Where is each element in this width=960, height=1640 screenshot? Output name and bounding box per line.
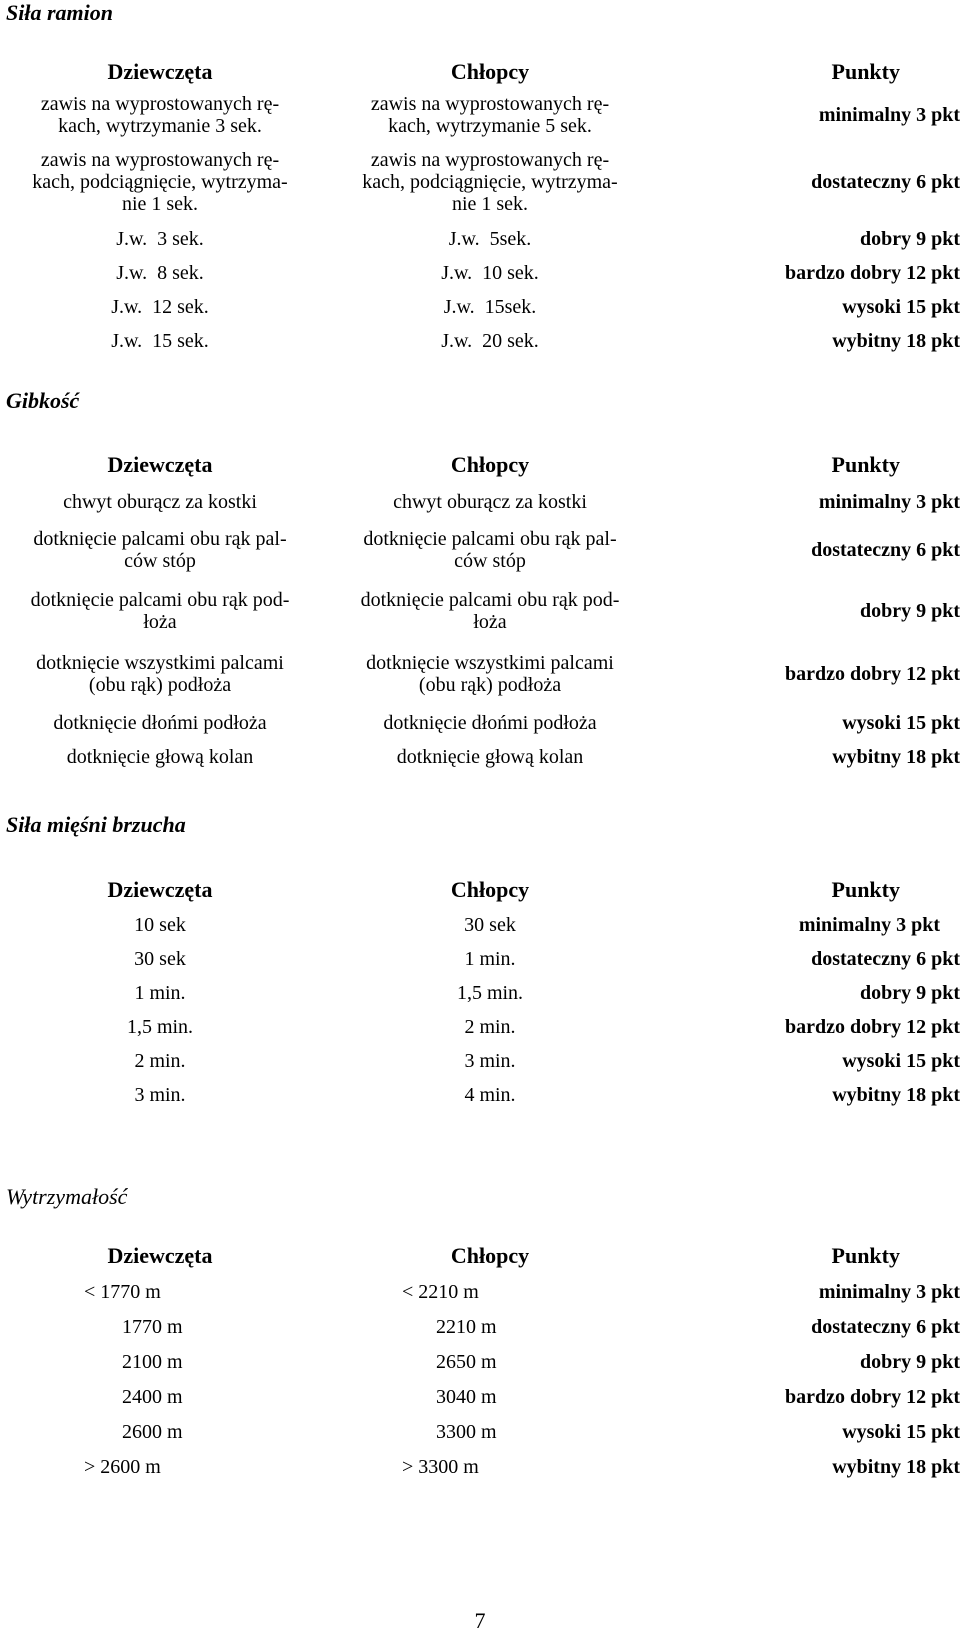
boys-cell: chwyt oburącz za kostki	[393, 491, 587, 513]
points-cell: wysoki 15 pkt	[842, 296, 960, 318]
table-row	[0, 642, 960, 706]
header-girls: Dziewczęta	[107, 1243, 213, 1268]
boys-cell: 4 min.	[464, 1084, 516, 1106]
points-cell: wybitny 18 pkt	[832, 746, 960, 768]
girls-cell: 2400 m	[122, 1385, 183, 1408]
boys-cell: < 2210 m	[402, 1280, 479, 1303]
boys-cell: 2 min.	[464, 1016, 516, 1038]
table-row	[0, 942, 960, 976]
points-cell: bardzo dobry 12 pkt	[784, 262, 960, 284]
points-cell: minimalny 3 pkt	[818, 1280, 960, 1303]
header-girls: Dziewczęta	[107, 59, 213, 84]
points-cell: wybitny 18 pkt	[832, 330, 960, 352]
points-cell: dostateczny 6 pkt	[811, 171, 960, 193]
table-row	[0, 1044, 960, 1078]
table-row	[0, 706, 960, 740]
table-row	[0, 520, 960, 580]
girls-cell: 10 sek	[134, 914, 186, 936]
table-row	[0, 976, 960, 1010]
girls-cell: dotknięcie głową kolan	[66, 746, 254, 768]
table-row	[0, 142, 960, 222]
girls-cell: zawis na wyprostowanych rę- kach, podciągnięcie, wytrzyma- nie 1 sek.	[32, 149, 288, 215]
table-gibkosc	[0, 446, 960, 774]
table-row	[0, 1309, 960, 1344]
points-cell: dostateczny 6 pkt	[811, 1315, 960, 1338]
points-cell: dostateczny 6 pkt	[811, 948, 960, 970]
header-girls: Dziewczęta	[107, 877, 213, 902]
section-title-sila-miesni-brzucha: Siła mięśni brzucha	[6, 812, 186, 837]
table-row	[0, 908, 960, 942]
boys-cell: J.w. 15sek.	[443, 296, 537, 318]
boys-cell: dotknięcie palcami obu rąk pod- łoża	[360, 589, 620, 633]
header-boys: Chłopcy	[450, 452, 530, 477]
table-row	[0, 1344, 960, 1379]
girls-cell: dotknięcie palcami obu rąk pod- łoża	[30, 589, 290, 633]
points-cell: dobry 9 pkt	[859, 982, 960, 1004]
boys-cell: 3300 m	[436, 1420, 497, 1443]
girls-cell: < 1770 m	[84, 1280, 161, 1303]
table-row	[0, 88, 960, 142]
header-boys: Chłopcy	[450, 1243, 530, 1268]
table-row	[0, 1414, 960, 1449]
table-row	[0, 290, 960, 324]
boys-cell: J.w. 5sek.	[448, 228, 532, 250]
girls-cell: 2600 m	[122, 1420, 183, 1443]
girls-cell: dotknięcie wszystkimi palcami (obu rąk) podłoża	[36, 652, 284, 696]
header-points: Punkty	[831, 877, 900, 902]
boys-cell: dotknięcie dłońmi podłoża	[383, 712, 597, 734]
boys-cell: 2210 m	[436, 1315, 497, 1338]
points-cell: bardzo dobry 12 pkt	[784, 1016, 960, 1038]
points-cell: wybitny 18 pkt	[832, 1455, 960, 1478]
points-cell: dobry 9 pkt	[859, 228, 960, 250]
boys-cell: J.w. 10 sek.	[441, 262, 539, 284]
section-title-gibkosc: Gibkość	[6, 388, 80, 413]
section-title-sila-ramion: Siła ramion	[6, 0, 113, 25]
table-row	[0, 256, 960, 290]
table-sila-miesni-brzucha	[0, 872, 960, 1112]
header-points: Punkty	[831, 59, 900, 84]
points-cell: wysoki 15 pkt	[842, 1050, 960, 1072]
table-row	[0, 1449, 960, 1484]
header-girls: Dziewczęta	[107, 452, 213, 477]
girls-cell: J.w. 8 sek.	[116, 262, 204, 284]
table-row	[0, 484, 960, 520]
page-number: 7	[474, 1608, 486, 1633]
girls-cell: 1 min.	[134, 982, 186, 1004]
girls-cell: J.w. 15 sek.	[111, 330, 209, 352]
table-row	[0, 222, 960, 256]
boys-cell: 3040 m	[436, 1385, 497, 1408]
boys-cell: 30 sek	[464, 914, 516, 936]
table-row	[0, 580, 960, 642]
table-row	[0, 324, 960, 358]
boys-cell: J.w. 20 sek.	[441, 330, 539, 352]
girls-cell: 1,5 min.	[126, 1016, 194, 1038]
girls-cell: dotknięcie palcami obu rąk pal- ców stóp	[33, 528, 287, 572]
table-row	[0, 740, 960, 774]
girls-cell: zawis na wyprostowanych rę- kach, wytrzymanie 3 sek.	[40, 93, 280, 137]
table-row	[0, 1379, 960, 1414]
girls-cell: 2100 m	[122, 1350, 183, 1373]
points-cell: wysoki 15 pkt	[842, 1420, 960, 1443]
boys-cell: 1 min.	[464, 948, 516, 970]
boys-cell: dotknięcie wszystkimi palcami (obu rąk) podłoża	[366, 652, 614, 696]
table-row	[0, 1010, 960, 1044]
girls-cell: 30 sek	[134, 948, 186, 970]
points-cell: minimalny 3 pkt	[818, 104, 960, 126]
table-row	[0, 1274, 960, 1309]
girls-cell: 2 min.	[134, 1050, 186, 1072]
girls-cell: > 2600 m	[84, 1455, 161, 1478]
girls-cell: dotknięcie dłońmi podłoża	[53, 712, 267, 734]
section-title-wytrzymalosc: Wytrzymałość	[6, 1184, 128, 1209]
header-boys: Chłopcy	[450, 59, 530, 84]
girls-cell: J.w. 12 sek.	[111, 296, 209, 318]
girls-cell: J.w. 3 sek.	[116, 228, 204, 250]
points-cell: bardzo dobry 12 pkt	[784, 663, 960, 685]
table-wytrzymalosc	[0, 1238, 960, 1484]
boys-cell: dotknięcie głową kolan	[396, 746, 584, 768]
points-cell: dobry 9 pkt	[859, 1350, 960, 1373]
points-cell: bardzo dobry 12 pkt	[784, 1385, 960, 1408]
points-cell: dobry 9 pkt	[859, 600, 960, 622]
boys-cell: zawis na wyprostowanych rę- kach, wytrzymanie 5 sek.	[370, 93, 610, 137]
boys-cell: zawis na wyprostowanych rę- kach, podciągnięcie, wytrzyma- nie 1 sek.	[362, 149, 618, 215]
header-boys: Chłopcy	[450, 877, 530, 902]
boys-cell: 1,5 min.	[456, 982, 524, 1004]
girls-cell: chwyt oburącz za kostki	[63, 491, 257, 513]
boys-cell: 2650 m	[436, 1350, 497, 1373]
header-points: Punkty	[831, 452, 900, 477]
girls-cell: 3 min.	[134, 1084, 186, 1106]
points-cell: minimalny 3 pkt	[818, 491, 960, 513]
points-cell: minimalny 3 pkt	[798, 914, 940, 936]
boys-cell: > 3300 m	[402, 1455, 479, 1478]
boys-cell: 3 min.	[464, 1050, 516, 1072]
table-row	[0, 1078, 960, 1112]
girls-cell: 1770 m	[122, 1315, 183, 1338]
table-sila-ramion	[0, 56, 960, 358]
boys-cell: dotknięcie palcami obu rąk pal- ców stóp	[363, 528, 617, 572]
points-cell: wybitny 18 pkt	[832, 1084, 960, 1106]
header-points: Punkty	[831, 1243, 900, 1268]
points-cell: dostateczny 6 pkt	[811, 539, 960, 561]
points-cell: wysoki 15 pkt	[842, 712, 960, 734]
